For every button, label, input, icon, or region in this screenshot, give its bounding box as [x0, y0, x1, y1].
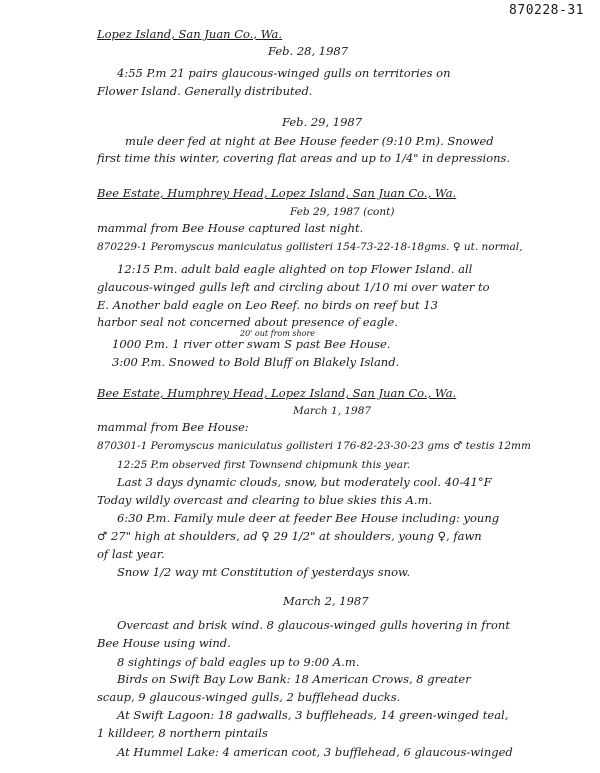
note-line: At Hummel Lake: 4 american coot, 3 bufflehead, 6 glaucous-winged [117, 745, 513, 759]
note-line: harbor seal not concerned about presence of eagle. [97, 315, 398, 329]
note-line: E. Another bald eagle on Leo Reef. no birds on reef but 13 [97, 298, 438, 312]
note-line: mammal from Bee House: [97, 420, 249, 434]
note-line: Today wildly overcast and clearing to blue skies this A.m. [97, 493, 433, 507]
catalog-stamp: 870228-31 [509, 3, 584, 18]
note-line: 8 sightings of bald eagles up to 9:00 A.m. [117, 655, 360, 669]
entry-date: March 2, 1987 [283, 594, 369, 608]
entry-date: Feb 29, 1987 (cont) [290, 206, 395, 218]
note-line: 3:00 P.m. Snowed to Bold Bluff on Blakely Island. [112, 355, 400, 369]
note-line: 12:15 P.m. adult bald eagle alighted on top Flower Island. all [117, 262, 473, 276]
note-line: At Swift Lagoon: 18 gadwalls, 3 buffleheads, 14 green-winged teal, [117, 708, 509, 722]
note-line: 1 killdeer, 8 northern pintails [97, 726, 268, 740]
note-line: Overcast and brisk wind. 8 glaucous-winged gulls hovering in front [117, 618, 510, 632]
note-line: Flower Island. Generally distributed. [97, 84, 313, 98]
note-line: Snow 1/2 way mt Constitution of yesterdays snow. [117, 565, 411, 579]
specimen-record: 870301-1 Peromyscus maniculatus gollisteri 176-82-23-30-23 gms ♂ testis 12mm [97, 440, 531, 452]
entry-date: Feb. 29, 1987 [282, 115, 363, 129]
note-line: 1000 P.m. 1 river otter swam S past Bee House. [112, 337, 391, 351]
note-line: of last year. [97, 547, 165, 561]
note-line: ♂ 27" high at shoulders, ad ♀ 29 1/2" at shoulders, young ♀, fawn [97, 529, 482, 543]
note-line: Birds on Swift Bay Low Bank: 18 American Crows, 8 greater [117, 672, 471, 686]
note-line: glaucous-winged gulls left and circling about 1/10 mi over water to [97, 280, 490, 294]
specimen-record: 870229-1 Peromyscus maniculatus gollisteri 154-73-22-18-18gms. ♀ ut. normal, [97, 241, 523, 253]
section-header: Bee Estate, Humphrey Head, Lopez Island, San Juan Co., Wa. [97, 386, 457, 400]
note-line: first time this winter, covering flat areas and up to 1/4" in depressions. [97, 151, 511, 165]
section-header: Bee Estate, Humphrey Head, Lopez Island, San Juan Co., Wa. [97, 186, 457, 200]
section-header: Lopez Island, San Juan Co., Wa. [97, 27, 283, 41]
note-line: 12:25 P.m observed first Townsend chipmunk this year. [117, 459, 411, 471]
note-line: 4:55 P.m 21 pairs glaucous-winged gulls on territories on [117, 66, 451, 80]
note-line: mammal from Bee House captured last night. [97, 221, 364, 235]
note-line: 6:30 P.m. Family mule deer at feeder Bee House including: young [117, 511, 500, 525]
insertion-note: 20' out from shore [240, 329, 316, 338]
note-line: Last 3 days dynamic clouds, snow, but moderately cool. 40-41°F [117, 475, 492, 489]
note-line: mule deer fed at night at Bee House feeder (9:10 P.m). Snowed [125, 134, 494, 148]
entry-date: Feb. 28, 1987 [268, 44, 349, 58]
entry-date: March 1, 1987 [293, 405, 372, 417]
note-line: Bee House using wind. [97, 636, 231, 650]
note-line: scaup, 9 glaucous-winged gulls, 2 bufflehead ducks. [97, 690, 401, 704]
